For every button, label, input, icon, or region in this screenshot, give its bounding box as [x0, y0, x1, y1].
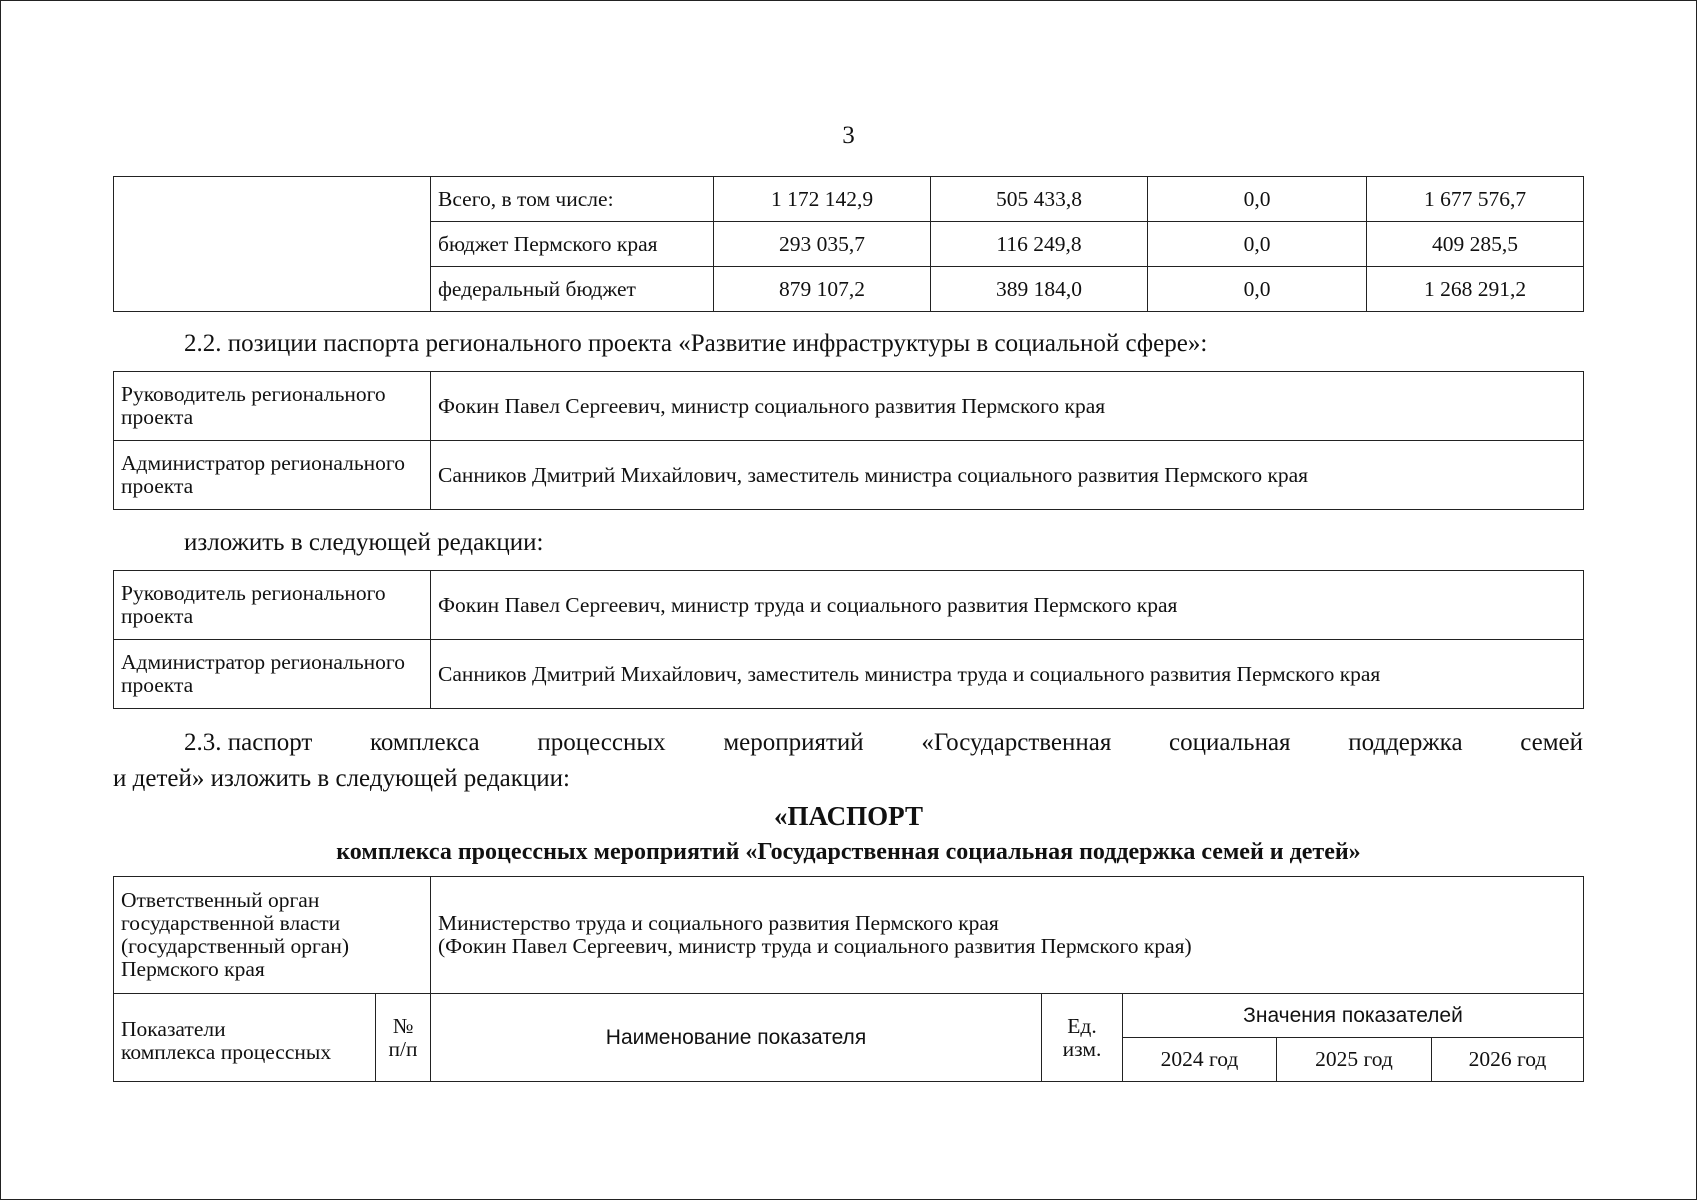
- value-cell: 293 035,7: [714, 222, 931, 267]
- passport-subtitle: комплекса процессных мероприятий «Государственная социальная поддержка семей и детей»: [336, 839, 1361, 865]
- empty-cell: [114, 177, 431, 312]
- row-label: Руководитель регионального проекта: [114, 571, 431, 640]
- passport-table: [113, 876, 1584, 1082]
- value-cell: 1 172 142,9: [714, 177, 931, 222]
- word: социальная: [1169, 729, 1291, 756]
- page-number: 3: [842, 122, 855, 149]
- value-cell: 1 677 576,7: [1367, 177, 1584, 222]
- passport-title: «ПАСПОРТ: [774, 801, 923, 831]
- text-line: Министерство труда и социального развития Пермского края: [438, 911, 999, 935]
- org-value: [431, 877, 1584, 994]
- value-cell: 389 184,0: [931, 267, 1148, 312]
- row-value: Санников Дмитрий Михайлович, заместитель министра социального развития Пермского края: [431, 441, 1584, 510]
- word: комплекса: [369, 729, 480, 756]
- row-value: Фокин Павел Сергеевич, министр социального развития Пермского края: [431, 372, 1584, 441]
- word: 2.3. паспорт: [184, 729, 313, 756]
- word: поддержка: [1348, 729, 1463, 756]
- table-row: [114, 571, 1584, 640]
- budget-table: [113, 176, 1584, 312]
- section-2-2-heading: 2.2. позиции паспорта регионального проекта «Развитие инфраструктуры в социальной сфере»:: [184, 330, 1208, 357]
- text-line: (государственный орган): [121, 934, 349, 958]
- row-label: Всего, в том числе:: [431, 177, 714, 222]
- value-cell: 409 285,5: [1367, 222, 1584, 267]
- old-passport-table: [113, 371, 1584, 510]
- section-2-3-line2: и детей» изложить в следующей редакции:: [113, 765, 571, 792]
- row-label: Руководитель регионального проекта: [114, 372, 431, 441]
- text-line: Ед.: [1067, 1013, 1097, 1038]
- value-cell: 879 107,2: [714, 267, 931, 312]
- table-row: [114, 640, 1584, 709]
- text-line: изм.: [1062, 1036, 1102, 1061]
- table-row: [114, 177, 1584, 222]
- year-header: 2025 год: [1277, 1038, 1432, 1082]
- text-line: (Фокин Павел Сергеевич, министр труда и социального развития Пермского края): [438, 934, 1192, 958]
- row-label: Администратор регионального проекта: [114, 441, 431, 510]
- text-line: комплекса процессных: [121, 1040, 332, 1064]
- unit-header: [1042, 994, 1123, 1082]
- text-line: Пермского края: [121, 957, 265, 981]
- row-label: бюджет Пермского края: [431, 222, 714, 267]
- name-header: Наименование показателя: [431, 994, 1042, 1082]
- section-2-3-line1: [184, 727, 1583, 759]
- value-cell: 0,0: [1148, 222, 1367, 267]
- table-row: [114, 372, 1584, 441]
- word: процессных: [537, 729, 666, 756]
- text-line: Ответственный орган: [121, 888, 320, 912]
- num-header: [376, 994, 431, 1082]
- table-row: [114, 877, 1584, 994]
- org-label: [114, 877, 431, 994]
- table-row: [114, 441, 1584, 510]
- row-value: Санников Дмитрий Михайлович, заместитель министра труда и социального развития Пермского края: [431, 640, 1584, 709]
- word: мероприятий: [723, 729, 864, 756]
- word: «Государственная: [921, 729, 1112, 756]
- table-row: [114, 994, 1584, 1038]
- text-line: п/п: [388, 1036, 418, 1061]
- text-line: Показатели: [121, 1017, 226, 1041]
- replace-instruction: изложить в следующей редакции:: [184, 529, 544, 556]
- year-header: 2026 год: [1432, 1038, 1584, 1082]
- value-cell: 0,0: [1148, 267, 1367, 312]
- row-value: Фокин Павел Сергеевич, министр труда и социального развития Пермского края: [431, 571, 1584, 640]
- word: семей: [1520, 729, 1583, 756]
- value-cell: 1 268 291,2: [1367, 267, 1584, 312]
- values-header: Значения показателей: [1123, 994, 1584, 1038]
- new-passport-table: [113, 570, 1584, 709]
- row-label: федеральный бюджет: [431, 267, 714, 312]
- row-label: Администратор регионального проекта: [114, 640, 431, 709]
- year-header: 2024 год: [1123, 1038, 1277, 1082]
- value-cell: 116 249,8: [931, 222, 1148, 267]
- value-cell: 505 433,8: [931, 177, 1148, 222]
- value-cell: 0,0: [1148, 177, 1367, 222]
- text-line: №: [392, 1013, 414, 1038]
- indicators-label: [114, 994, 376, 1082]
- text-line: государственной власти: [121, 911, 341, 935]
